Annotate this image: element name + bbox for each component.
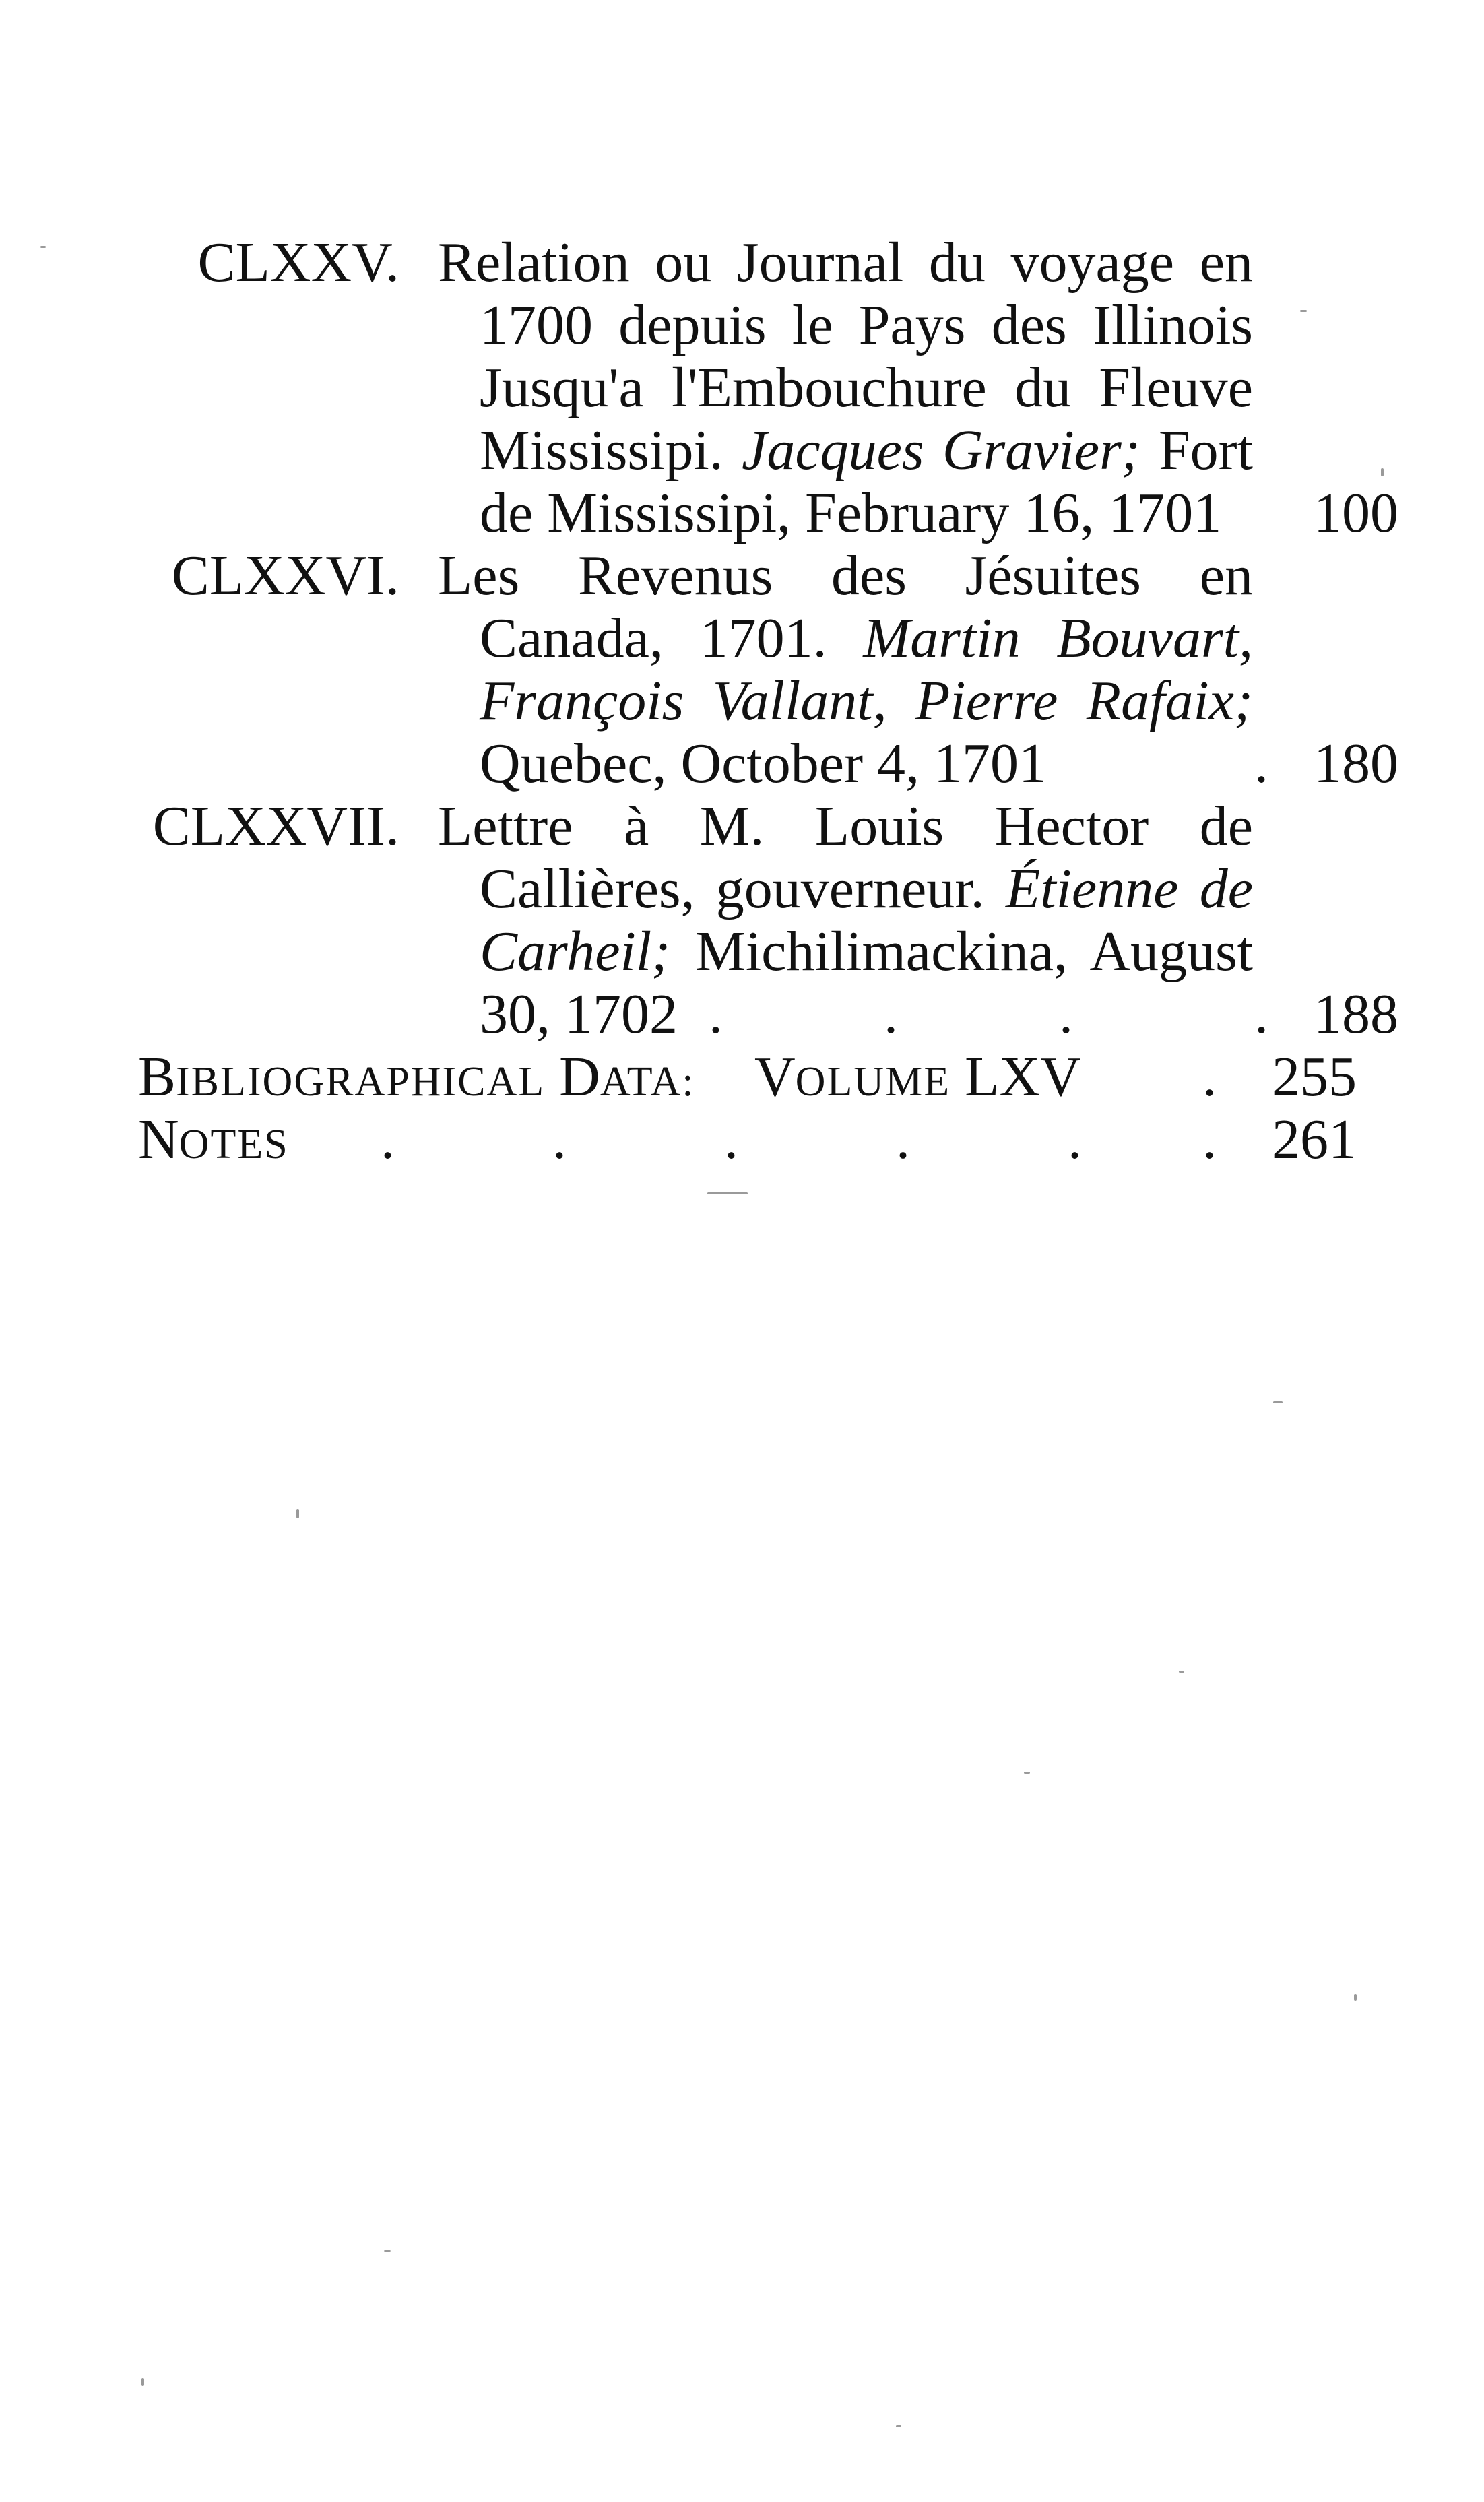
- paper-speck: [896, 2425, 901, 2427]
- bibliographical-label: BIBLIOGRAPHICAL DATA:: [138, 1046, 695, 1108]
- entry-line: Les Revenus des Jésuites en: [438, 544, 1253, 607]
- entry-text-segment: Quebec, October 4, 1701: [480, 732, 1047, 795]
- leader-dot: .: [1202, 1046, 1217, 1108]
- paper-speck: [1381, 468, 1384, 476]
- entry-numeral: CLXXVI.: [171, 544, 399, 607]
- entry-line: [480, 482, 1398, 544]
- leader-dot: .: [896, 1108, 910, 1171]
- leader-dot: .: [1068, 1108, 1082, 1171]
- volume-label: VOLUME LXV: [754, 1046, 1081, 1108]
- paper-speck: [1354, 1994, 1357, 2001]
- toc-entry-notes: [138, 1108, 1357, 1171]
- entry-text-segment: 30, 1702: [480, 983, 678, 1046]
- entry-line: [480, 607, 1253, 670]
- entry-text: [438, 795, 1398, 1046]
- entry-author: François Vallant, Pierre Rafaix;: [480, 670, 1253, 732]
- leader-dot: .: [724, 1108, 738, 1171]
- entry-author: Martin Bouvart,: [863, 607, 1253, 670]
- entry-author: Jacques Gravier;: [742, 419, 1140, 482]
- paper-speck: [1300, 310, 1307, 312]
- entry-text: [438, 544, 1398, 795]
- entry-text-segment: Mississipi.: [480, 419, 723, 482]
- entry-numeral: CLXXV.: [197, 231, 399, 294]
- page-number: 100: [1314, 482, 1398, 544]
- leader-dot: .: [1254, 983, 1268, 1046]
- paper-speck: [141, 2378, 144, 2386]
- entry-line: Jusqu'a l'Embouchure du Fleuve: [480, 356, 1253, 419]
- entry-line: [480, 858, 1253, 920]
- entry-line: 1700 depuis le Pays des Illinois: [480, 294, 1253, 356]
- page-number: 188: [1314, 983, 1398, 1046]
- leader-dot: .: [1254, 732, 1268, 795]
- entry-text-segment: Fort: [1158, 419, 1253, 482]
- entry-text: [438, 231, 1398, 544]
- paper-speck: [1179, 1671, 1184, 1673]
- paper-speck: [384, 2250, 391, 2252]
- leader-dot: .: [552, 1108, 567, 1171]
- entry-text-segment: Callières, gouverneur.: [480, 858, 985, 920]
- leader-dot: .: [709, 983, 723, 1046]
- leader-dot: .: [1202, 1108, 1217, 1171]
- entry-line: Relation ou Journal du voyage en: [438, 231, 1253, 294]
- leader-dot: .: [381, 1108, 395, 1171]
- entry-line: [480, 732, 1398, 795]
- paper-speck: [707, 1192, 748, 1194]
- leader-dot: .: [1059, 983, 1073, 1046]
- entry-line: [480, 983, 1398, 1046]
- entry-text-segment: Michilimackina, August: [695, 920, 1254, 983]
- paper-speck: [1273, 1401, 1283, 1403]
- entry-text-segment: de Mississipi, February 16, 1701: [480, 482, 1222, 544]
- entry-line: [480, 670, 1253, 732]
- paper-speck: [1024, 1772, 1030, 1774]
- page-number: 261: [1272, 1108, 1357, 1171]
- entry-author: Carheil;: [480, 920, 671, 983]
- page-number: 255: [1272, 1046, 1357, 1108]
- entry-line: Lettre à M. Louis Hector de: [438, 795, 1253, 858]
- entry-numeral: CLXXVII.: [152, 795, 399, 858]
- entry-line: [480, 920, 1253, 983]
- volume-number: LXV: [965, 1046, 1081, 1108]
- entry-author: Étienne de: [1005, 858, 1253, 920]
- paper-speck: [296, 1509, 299, 1518]
- leader-dot: .: [884, 983, 898, 1046]
- paper-speck: [40, 246, 46, 248]
- notes-label: NOTES: [138, 1108, 289, 1171]
- page-number: 180: [1314, 732, 1398, 795]
- toc-entry-bibliographical-data: [138, 1046, 1357, 1108]
- entry-text-segment: Canada, 1701.: [480, 607, 827, 670]
- entry-line: [480, 419, 1253, 482]
